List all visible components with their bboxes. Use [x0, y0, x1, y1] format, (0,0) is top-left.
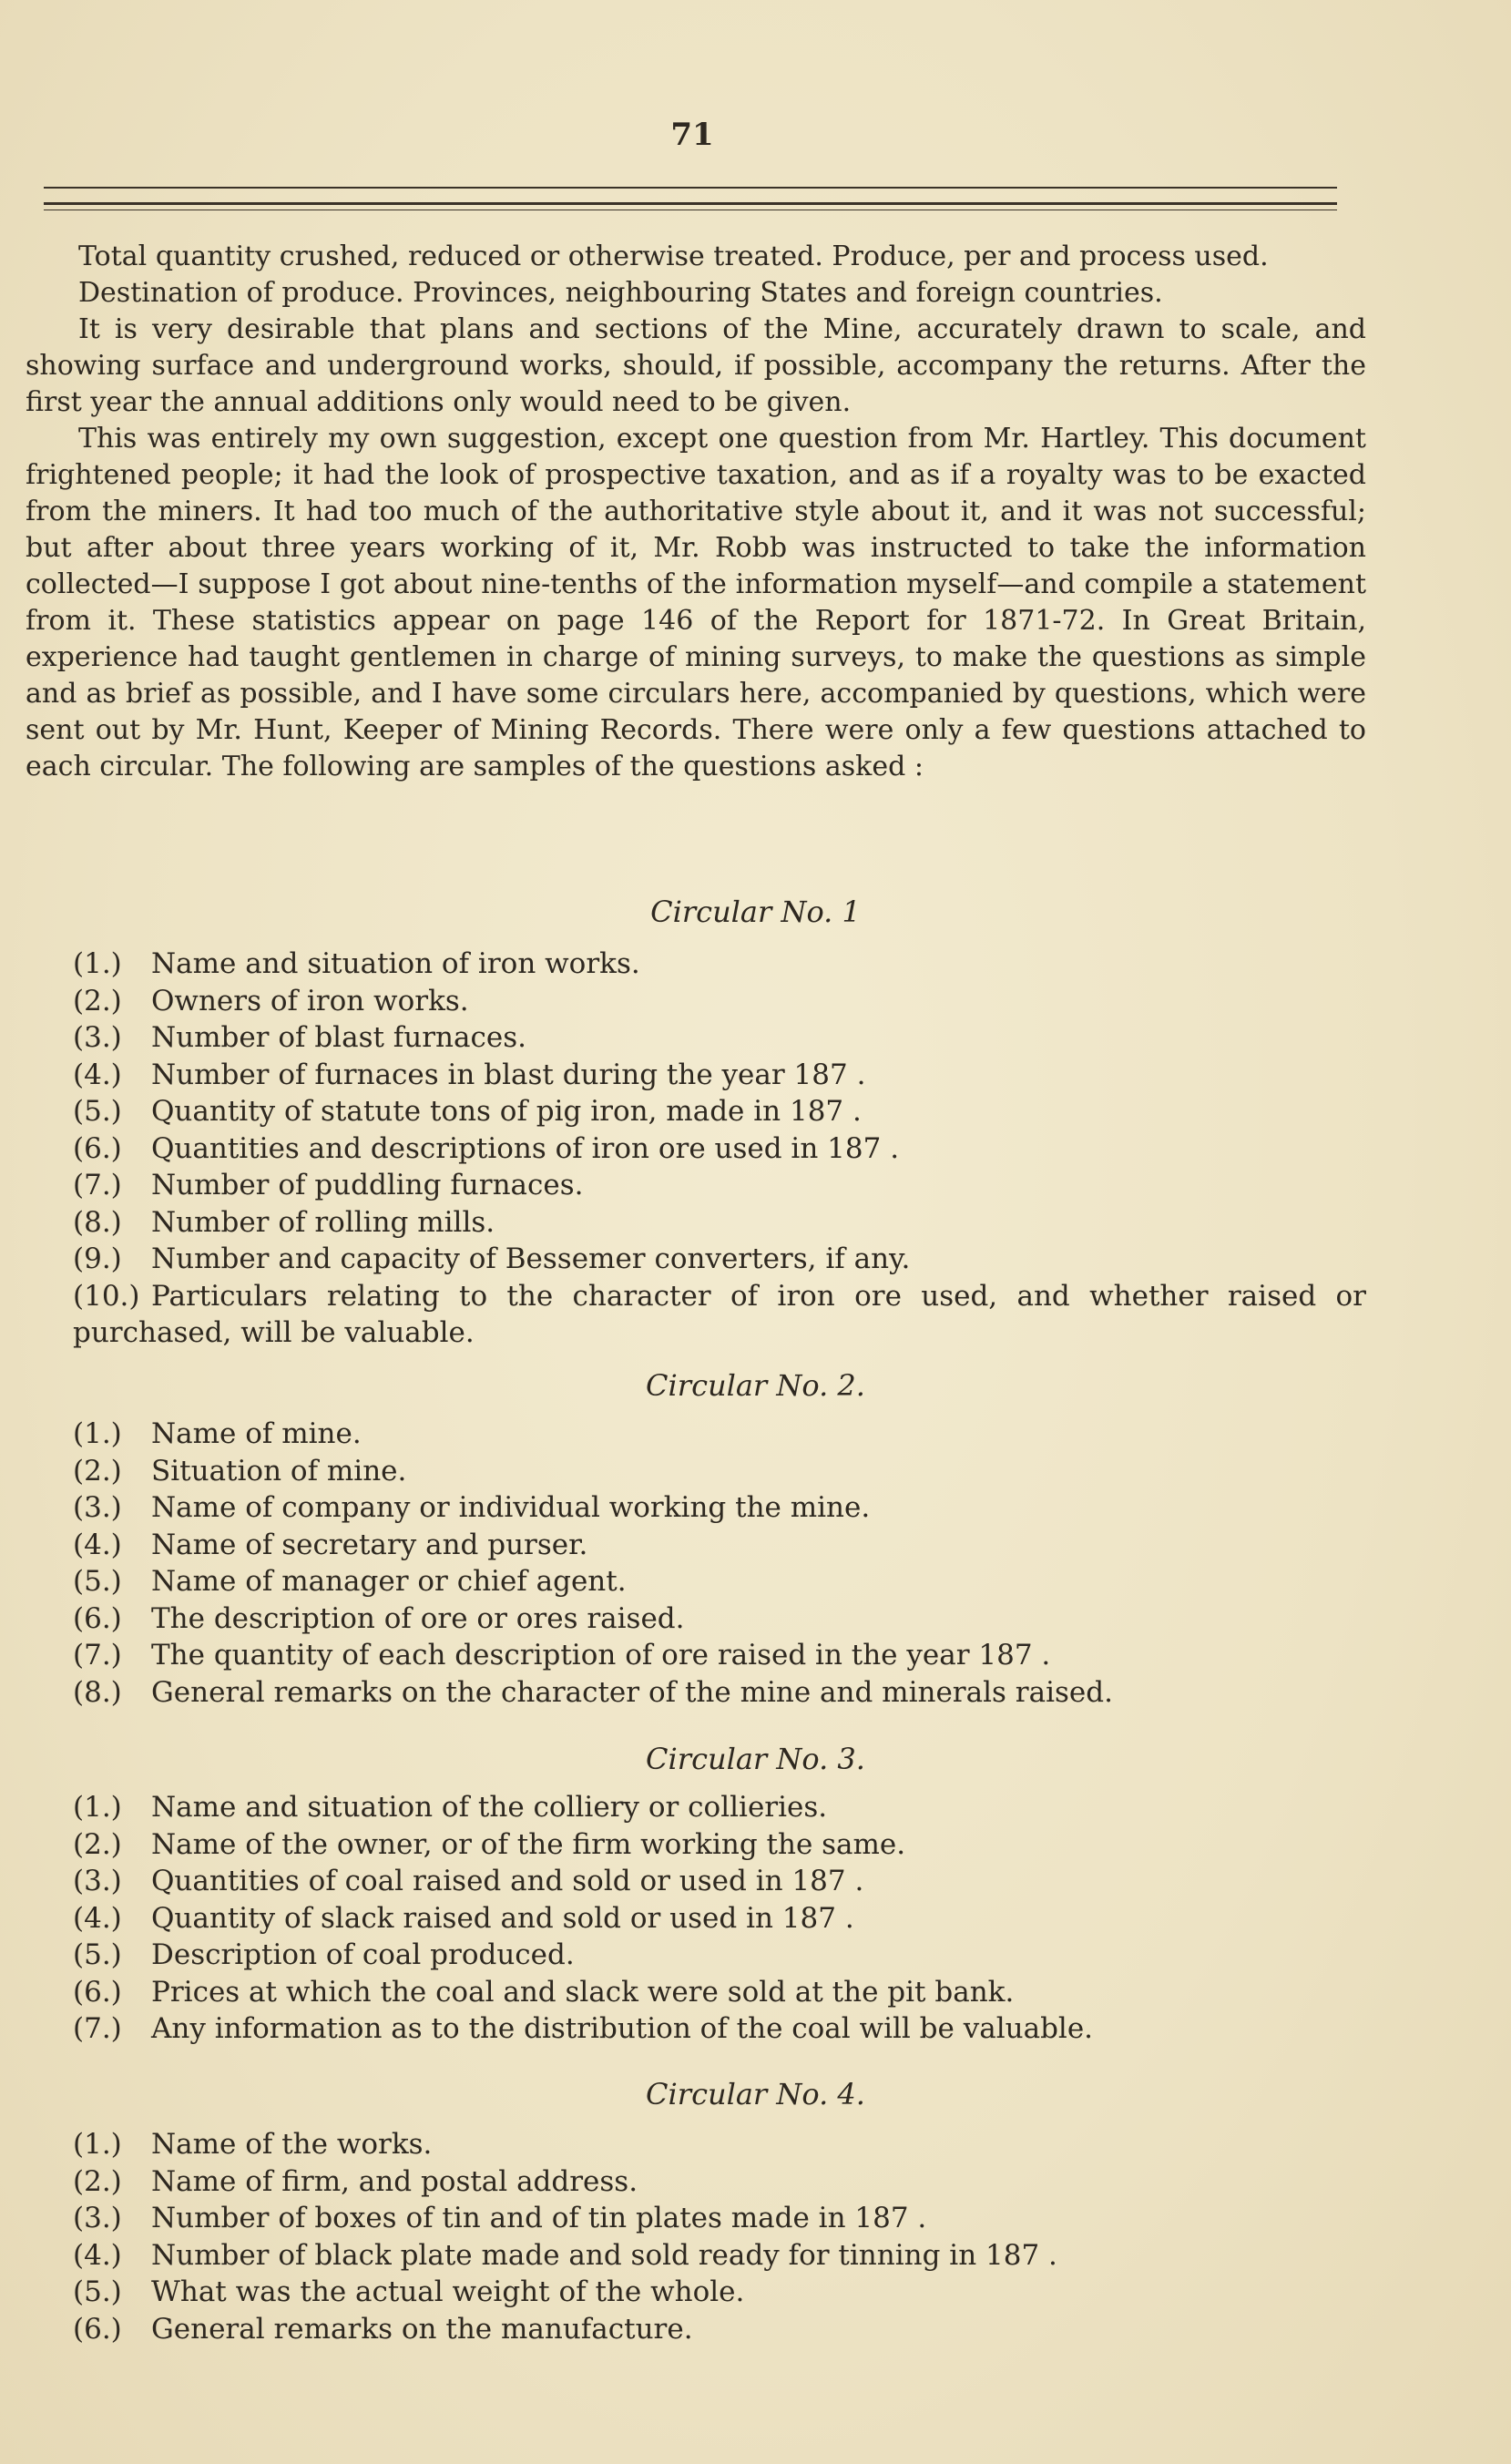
list-item: (7.) Number of puddling furnaces.	[73, 1169, 584, 1201]
paragraph: Destination of produce. Provinces, neighbouring States and foreign countries.	[78, 277, 1163, 309]
list-item: (5.) What was the actual weight of the whole.	[73, 2275, 745, 2308]
list-item: (5.) Quantity of statute tons of pig iron, made in 187 .	[73, 1095, 862, 1128]
list-item: (2.) Owners of iron works.	[73, 984, 469, 1017]
list-item: (6.) Prices at which the coal and slack were sold at the pit bank.	[73, 1975, 1015, 2009]
page-number: 71	[670, 117, 714, 153]
list-item: (2.) Name of the owner, or of the firm working the same.	[73, 1827, 906, 1861]
question-list	[73, 1416, 1366, 1711]
circular-heading: Circular No. 4.	[646, 2077, 865, 2111]
circular-heading: Circular No. 1	[650, 895, 861, 929]
list-item: (1.) Name of the works.	[73, 2128, 433, 2161]
list-item: (7.) Any information as to the distribution of the coal will be valuable.	[73, 2012, 1094, 2045]
list-item: (10.) Particulars relating to the character of iron ore used, and whether raised or purchased, will be valuable.	[73, 1279, 1366, 1349]
list-item: (3.) Name of company or individual working the mine.	[73, 1491, 871, 1524]
list-item: (5.) Description of coal produced.	[73, 1938, 575, 1971]
list-item: (5.) Name of manager or chief agent.	[73, 1565, 627, 1598]
list-item: (6.) General remarks on the manufacture.	[73, 2312, 693, 2346]
list-item: (8.) Number of rolling mills.	[73, 1205, 495, 1239]
list-item: (3.) Number of blast furnaces.	[73, 1021, 526, 1054]
question-list	[73, 2126, 1366, 2347]
list-item: (3.) Number of boxes of tin and of tin plates made in 187 .	[73, 2202, 927, 2234]
paragraph: This was entirely my own suggestion, except one question from Mr. Hartley. This document frightened people; it had the look of prospective taxation, and as if a royalty was to be exacted from the miners. It had too much of the authoritative style about it, and it was not successful; but after about three years working of it, Mr. Robb was instructed to take the information collected—I suppose I got about nine-tenths of the information myself—and compile a statement from it. These statistics appear on page 146 of the Report for 1871-72. In Great Britain, experience had taught gentlemen in charge of mining surveys, to make the questions as simple and as brief as possible, and I have some circulars here, accompanied by questions, which were sent out by Mr. Hunt, Keeper of Mining Records. There were only a few questions attached to each circular. The following are samples of the questions asked :	[26, 423, 1366, 782]
list-item: (1.) Name of mine.	[73, 1417, 362, 1450]
body-text	[26, 239, 1366, 785]
list-item: (9.) Number and capacity of Bessemer converters, if any.	[73, 1242, 911, 1275]
circular-heading: Circular No. 3.	[646, 1742, 865, 1776]
list-item: (1.) Name and situation of the colliery or collieries.	[73, 1791, 828, 1824]
list-item: (3.) Quantities of coal raised and sold or used in 187 .	[73, 1865, 864, 1897]
header-rule	[44, 202, 1337, 205]
list-item: (7.) The quantity of each description of ore raised in the year 187 .	[73, 1639, 1051, 1672]
list-item: (4.) Number of furnaces in blast during the year 187 .	[73, 1058, 866, 1091]
list-item: (4.) Quantity of slack raised and sold or used in 187 .	[73, 1901, 854, 1935]
list-item: (2.) Situation of mine.	[73, 1454, 407, 1488]
list-item: (4.) Number of black plate made and sold ready for tinning in 187 .	[73, 2238, 1057, 2272]
list-item: (8.) General remarks on the character of the mine and minerals raised.	[73, 1675, 1113, 1709]
list-item: (4.) Name of secretary and purser.	[73, 1528, 588, 1561]
header-rule	[44, 187, 1337, 189]
list-item: (6.) The description of ore or ores raised.	[73, 1601, 685, 1635]
question-list	[73, 946, 1366, 1352]
list-item: (1.) Name and situation of iron works.	[73, 947, 640, 980]
paragraph: Total quantity crushed, reduced or otherwise treated. Produce, per and process used.	[78, 240, 1269, 272]
paragraph: It is very desirable that plans and sections of the Mine, accurately drawn to scale, and showing surface and underground works, should, if possible, accompany the returns. After the first year the annual additions only would need to be given.	[26, 313, 1366, 418]
circular-heading: Circular No. 2.	[646, 1368, 865, 1403]
list-item: (2.) Name of firm, and postal address.	[73, 2164, 638, 2198]
question-list	[73, 1789, 1366, 2048]
list-item: (6.) Quantities and descriptions of iron ore used in 187 .	[73, 1131, 900, 1165]
